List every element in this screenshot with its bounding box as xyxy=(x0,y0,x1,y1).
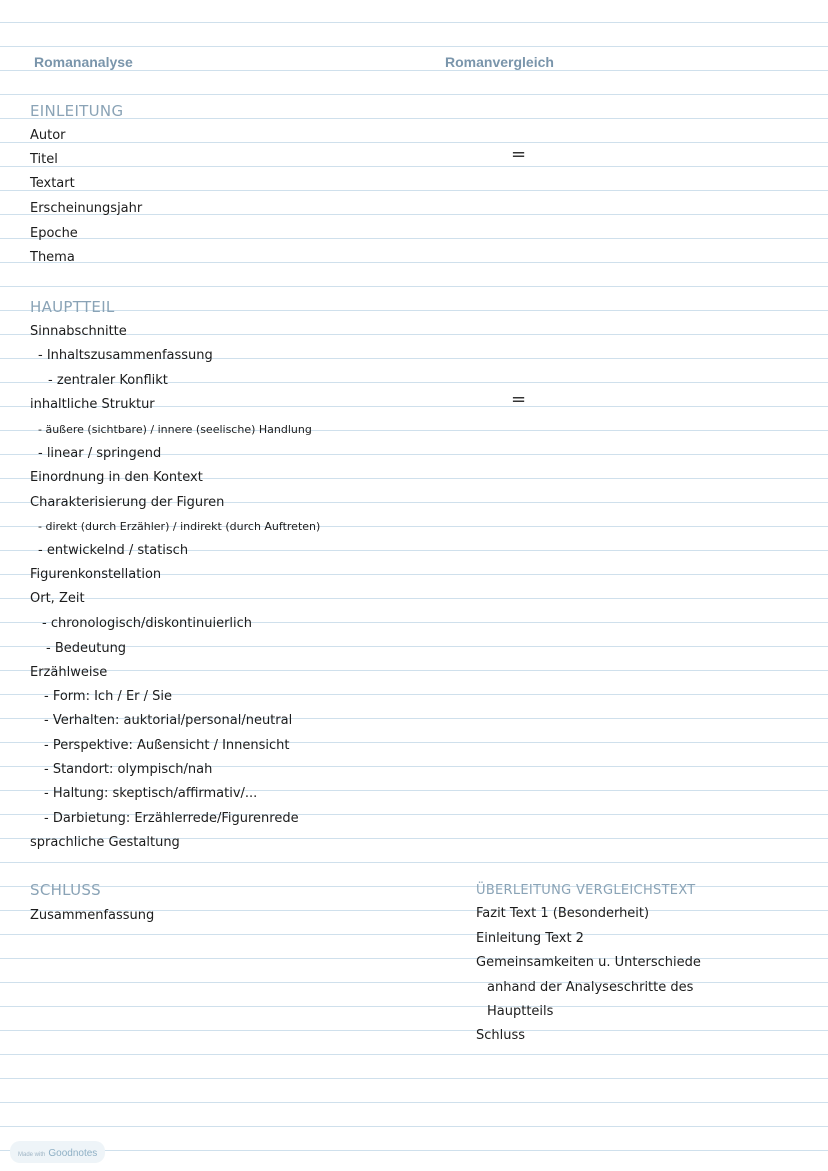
list-item: - Standort: olympisch/nah xyxy=(44,762,213,777)
section-title-einleitung: EINLEITUNG xyxy=(30,102,124,120)
list-item: Ort, Zeit xyxy=(30,591,85,606)
list-item: Textart xyxy=(30,176,75,191)
list-item: Erscheinungsjahr xyxy=(30,201,143,216)
list-item: anhand der Analyseschritte des xyxy=(487,980,694,995)
section-title-vergleich: ÜBERLEITUNG VERGLEICHSTEXT xyxy=(476,883,696,898)
list-item: sprachliche Gestaltung xyxy=(30,835,180,850)
list-item: Zusammenfassung xyxy=(30,908,155,923)
list-item: - linear / springend xyxy=(38,446,162,461)
list-item: - äußere (sichtbare) / innere (seelische) Handlung xyxy=(38,423,312,436)
list-item: Charakterisierung der Figuren xyxy=(30,495,225,510)
list-item: - Haltung: skeptisch/affirmativ/... xyxy=(44,786,258,801)
list-item: - chronologisch/diskontinuierlich xyxy=(42,616,253,631)
list-item: Autor xyxy=(30,128,66,143)
list-item: Erzählweise xyxy=(30,665,108,680)
list-item: - Perspektive: Außensicht / Innensicht xyxy=(44,738,290,753)
list-item: - Form: Ich / Er / Sie xyxy=(44,689,173,704)
list-item: - Verhalten: auktorial/personal/neutral xyxy=(44,713,293,728)
list-item: Einordnung in den Kontext xyxy=(30,470,203,485)
section-title-schluss: SCHLUSS xyxy=(30,881,102,899)
list-item: - entwickelnd / statisch xyxy=(38,543,189,558)
list-item: Einleitung Text 2 xyxy=(476,931,584,946)
right-column-title: Romanvergleich xyxy=(445,54,554,70)
section-title-hauptteil: HAUPTTEIL xyxy=(30,298,115,316)
list-item: Schluss xyxy=(476,1028,526,1043)
list-item: Fazit Text 1 (Besonderheit) xyxy=(476,906,650,921)
list-item: Figurenkonstellation xyxy=(30,567,162,582)
made-with-label: Made with xyxy=(18,1152,46,1158)
list-item: Epoche xyxy=(30,226,78,241)
list-item: inhaltliche Struktur xyxy=(30,397,155,412)
list-item: - zentraler Konflikt xyxy=(48,373,168,388)
list-item: - Darbietung: Erzählerrede/Figurenrede xyxy=(44,811,299,826)
equals-sign: = xyxy=(511,144,527,165)
list-item: - direkt (durch Erzähler) / indirekt (durch Auftreten) xyxy=(38,520,321,533)
list-item: - Inhaltszusammenfassung xyxy=(38,348,213,363)
list-item: Sinnabschnitte xyxy=(30,324,127,339)
left-column-title: Romananalyse xyxy=(34,54,133,70)
list-item: Titel xyxy=(30,152,58,167)
list-item: - Bedeutung xyxy=(46,641,127,656)
list-item: Thema xyxy=(30,250,75,265)
goodnotes-badge xyxy=(10,1141,105,1163)
goodnotes-logo: Goodnotes xyxy=(48,1148,98,1159)
list-item: Gemeinsamkeiten u. Unterschiede xyxy=(476,955,701,970)
equals-sign: = xyxy=(511,389,527,410)
list-item: Hauptteils xyxy=(487,1004,554,1019)
